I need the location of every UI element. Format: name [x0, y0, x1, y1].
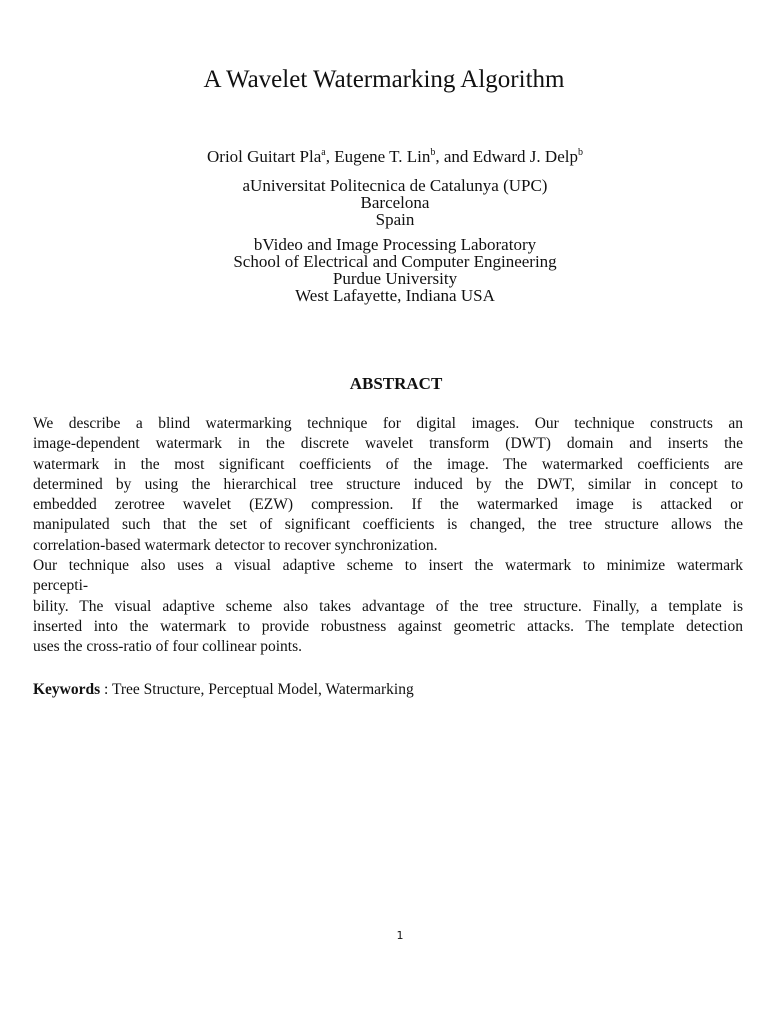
author-affiliation-mark: a: [321, 147, 326, 158]
abstract-line: Our technique also uses a visual adaptive scheme to insert the watermark to minimize watermark: [33, 557, 743, 575]
keywords: [33, 680, 743, 700]
abstract-line: percepti-: [33, 577, 89, 595]
abstract-line: correlation-based watermark detector to recover synchronization.: [33, 536, 438, 554]
author-name: Eugene T. Lin: [334, 147, 431, 166]
abstract-line: watermark in the most significant coefficients of the image. The watermarked coefficients are: [33, 455, 743, 473]
affiliation-b: [0, 236, 768, 304]
affiliation-line: Barcelona: [360, 193, 430, 212]
affiliation-line: Purdue University: [332, 269, 458, 288]
author-separator: , and: [435, 147, 473, 166]
abstract-heading: ABSTRACT: [349, 374, 443, 393]
author-separator: ,: [325, 147, 335, 166]
abstract-line: manipulated such that the set of significant coefficients is changed, the tree structure allows the: [33, 516, 743, 534]
abstract-line: image-dependent watermark in the discrete wavelet transform (DWT) domain and inserts the: [33, 435, 743, 453]
affiliation-line: bVideo and Image Processing Laboratory: [253, 235, 537, 254]
author-name: Oriol Guitart Pla: [207, 147, 322, 166]
author-list: [0, 146, 768, 168]
affiliation-line: aUniversitat Politecnica de Catalunya (UPC): [242, 176, 548, 195]
abstract-line: inserted into the watermark to provide robustness against geometric attacks. The template detection: [33, 617, 743, 635]
paper-title: A Wavelet Watermarking Algorithm: [203, 66, 565, 93]
keywords-text: : Tree Structure, Perceptual Model, Watermarking: [100, 681, 414, 698]
affiliation-line: West Lafayette, Indiana USA: [295, 286, 495, 305]
page-number: 1: [396, 929, 404, 942]
author-affiliation-mark: b: [577, 147, 583, 158]
author-affiliation-mark: b: [430, 147, 436, 158]
abstract-line: We describe a blind watermarking technique for digital images. Our technique constructs an: [33, 415, 743, 432]
affiliation-line: School of Electrical and Computer Engineering: [233, 252, 557, 271]
abstract-line: embedded zerotree wavelet (EZW) compression. If the watermarked image is attacked or: [33, 496, 743, 514]
abstract-line: uses the cross-ratio of four collinear points.: [33, 638, 303, 656]
keywords-label: Keywords: [33, 681, 101, 698]
affiliation-a: [0, 177, 768, 228]
affiliation-line: Spain: [375, 210, 415, 229]
abstract-body: [33, 414, 743, 658]
abstract-line: determined by using the hierarchical tree structure induced by the DWT, similar in concept to: [33, 475, 743, 493]
abstract-line: bility. The visual adaptive scheme also takes advantage of the tree structure. Finally, a template is: [33, 597, 743, 615]
author-name: Edward J. Delp: [472, 147, 578, 166]
